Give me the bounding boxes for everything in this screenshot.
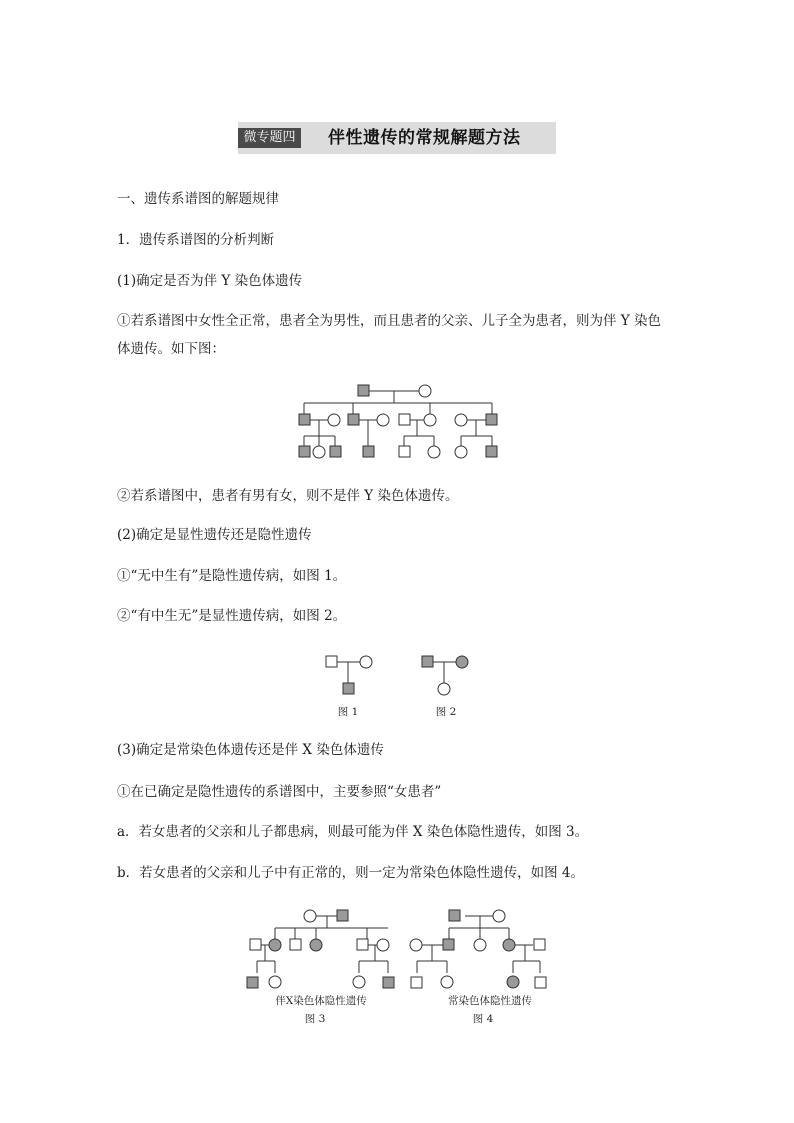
affected-male-symbol [247, 977, 258, 988]
affected-male-symbol [486, 414, 497, 425]
normal-male-symbol [399, 446, 410, 457]
normal-male-symbol [357, 939, 368, 950]
normal-male-symbol [535, 977, 546, 988]
paragraph-3c: b．若女患者的父亲和儿子中有正常的，则一定为常染色体隐性遗传，如图 4。 [117, 865, 585, 881]
normal-male-symbol [326, 656, 337, 667]
normal-male-symbol [399, 414, 410, 425]
y-linked-pedigree [292, 380, 512, 462]
figure-1-caption: 图 1 [337, 706, 359, 718]
paragraph-2b: ②“有中生无”是显性遗传病，如图 2。 [117, 608, 347, 624]
affected-female-symbol [269, 939, 281, 951]
affected-male-symbol [443, 939, 454, 950]
normal-female-symbol [377, 414, 389, 426]
affected-male-symbol [449, 910, 460, 921]
normal-female-symbol [428, 446, 440, 458]
figure-2-pedigree [416, 652, 476, 722]
normal-female-symbol [360, 656, 372, 668]
normal-female-symbol [419, 385, 431, 397]
paragraph-1a-line1: ①若系谱图中女性全正常，患者全为男性，而且患者的父亲、儿子全为患者，则为伴 Y 染色 [117, 313, 661, 329]
figure-2-caption: 图 2 [435, 706, 457, 718]
affected-male-symbol [299, 414, 310, 425]
paragraph-3: (3)确定是常染色体遗传还是伴 X 染色体遗传 [117, 742, 384, 758]
affected-female-symbol [507, 976, 519, 988]
section-heading: 一、遗传系谱图的解题规律 [117, 191, 279, 207]
normal-female-symbol [313, 446, 325, 458]
normal-female-symbol [353, 976, 365, 988]
normal-male-symbol [411, 977, 422, 988]
figure-4-caption: 图 4 [472, 1013, 494, 1025]
normal-female-symbol [493, 910, 505, 922]
paragraph-2a: ①“无中生有”是隐性遗传病，如图 1。 [117, 568, 347, 584]
normal-female-symbol [304, 910, 316, 922]
normal-female-symbol [438, 683, 450, 695]
figure-4-pedigree [405, 905, 555, 1027]
normal-female-symbol [424, 414, 436, 426]
affected-female-symbol [503, 939, 515, 951]
paragraph-3b: a．若女患者的父亲和儿子都患病，则最可能为伴 X 染色体隐性遗传，如图 3。 [117, 824, 589, 840]
figure-1-pedigree [320, 652, 380, 722]
paragraph-1b: ②若系谱图中，患者有男有女，则不是伴 Y 染色体遗传。 [117, 488, 459, 504]
affected-male-symbol [358, 385, 369, 396]
paragraph-3a: ①在已确定是隐性遗传的系谱图中，主要参照“女患者” [117, 784, 442, 800]
topic-title: 伴性遗传的常规解题方法 [328, 128, 521, 148]
affected-male-symbol [343, 683, 354, 694]
paragraph-1: (1)确定是否为伴 Y 染色体遗传 [117, 273, 303, 289]
affected-male-symbol [383, 977, 394, 988]
normal-female-symbol [269, 976, 281, 988]
normal-female-symbol [455, 446, 467, 458]
affected-male-symbol [422, 656, 433, 667]
normal-female-symbol [474, 939, 486, 951]
topic-header [238, 122, 556, 154]
normal-female-symbol [455, 414, 467, 426]
figure-3-caption: 图 3 [304, 1013, 326, 1025]
affected-male-symbol [363, 446, 374, 457]
subsection-heading: 1．遗传系谱图的分析判断 [117, 232, 275, 248]
affected-male-symbol [330, 446, 341, 457]
affected-male-symbol [486, 446, 497, 457]
figure-4-label: 常染色体隐性遗传 [448, 995, 532, 1007]
normal-female-symbol [328, 414, 340, 426]
affected-male-symbol [348, 414, 359, 425]
affected-female-symbol [310, 939, 322, 951]
affected-female-symbol [456, 656, 468, 668]
normal-female-symbol [441, 976, 453, 988]
normal-male-symbol [250, 939, 261, 950]
normal-female-symbol [377, 939, 389, 951]
paragraph-1a-line2: 体遗传。如下图： [117, 341, 225, 357]
affected-male-symbol [299, 446, 310, 457]
figure-3-pedigree [243, 905, 403, 1027]
normal-female-symbol [410, 939, 422, 951]
normal-male-symbol [290, 939, 301, 950]
figure-3-label: 伴X染色体隐性遗传 [275, 995, 367, 1007]
paragraph-2: (2)确定是显性遗传还是隐性遗传 [117, 527, 312, 543]
normal-male-symbol [534, 939, 545, 950]
topic-tag: 微专题四 [238, 128, 301, 148]
affected-male-symbol [337, 910, 348, 921]
